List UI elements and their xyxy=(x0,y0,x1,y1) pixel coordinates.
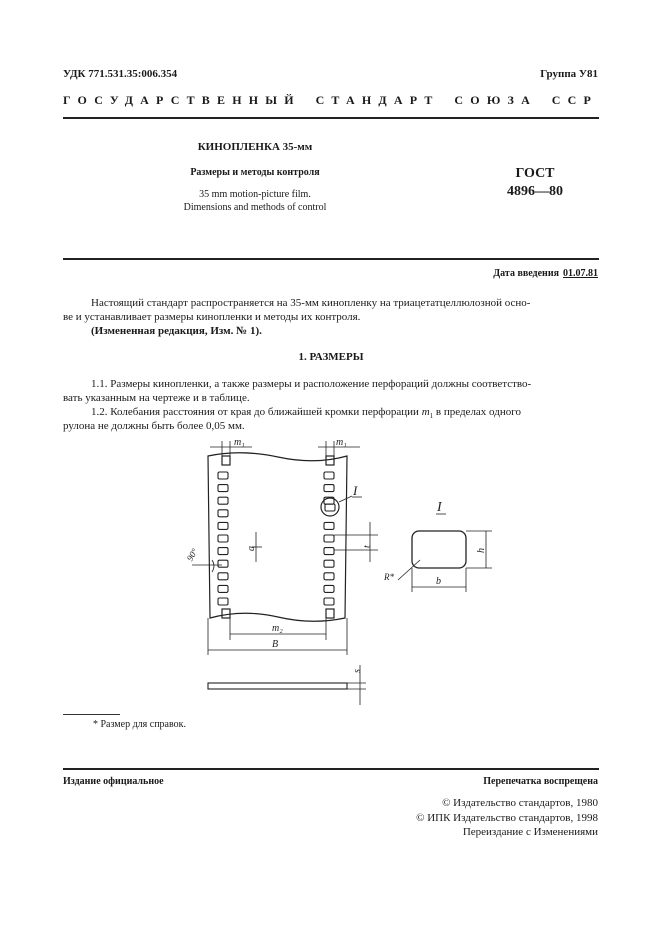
para1-line1: Настоящий стандарт распространяется на 35-мм кинопленку на триацетатцеллюлозной осно- xyxy=(91,297,531,309)
reissue-note: Переиздание с Изменениями xyxy=(462,826,598,838)
p12-text-b: в пределах одного xyxy=(435,406,521,418)
document-subtitle: Размеры и методы контроля xyxy=(190,167,320,178)
film-strip-outline xyxy=(208,453,347,622)
p11-line1: 1.1. Размеры кинопленки, а также размеры и расположение перфораций должны соответство- xyxy=(91,378,532,390)
para1-line2: ве и устанавливает размеры кинопленки и методы их контроля. xyxy=(63,311,361,323)
intro-date-label: Дата введения xyxy=(493,268,559,279)
perforation-left xyxy=(218,598,228,605)
perforation-left xyxy=(218,585,228,592)
perforation-right xyxy=(324,598,334,605)
english-title-line1: 35 mm motion-picture film. xyxy=(199,189,311,200)
label-I-main: I xyxy=(353,483,358,498)
film-profile xyxy=(208,683,347,689)
perforation-left xyxy=(218,573,228,580)
footnote-rule xyxy=(63,714,120,715)
copyright-1980: © Издательство стандартов, 1980 xyxy=(442,797,598,809)
label-h: h xyxy=(476,548,487,553)
para1-note: (Измененная редакция, Изм. № 1). xyxy=(91,325,262,337)
perforation-right xyxy=(324,548,334,555)
group-code: Группа У81 xyxy=(540,68,598,80)
perforation-right xyxy=(324,472,334,479)
perforation-left xyxy=(218,510,228,517)
angle-arc xyxy=(212,560,214,572)
perforation-left xyxy=(218,548,228,555)
label-m2: m₂ xyxy=(272,623,283,634)
document-title: КИНОПЛЕНКА 35-мм xyxy=(197,141,313,153)
english-title-line2: Dimensions and methods of control xyxy=(183,202,327,213)
copyright-1998: © ИПК Издательство стандартов, 1998 xyxy=(416,812,598,824)
r-leader xyxy=(398,560,420,580)
label-r: R* xyxy=(384,572,394,582)
perforation-right xyxy=(324,573,334,580)
bottom-notch-left xyxy=(222,609,230,618)
state-word-3: СОЮЗА xyxy=(454,93,537,107)
p11-line2: вать указанным на чертеже и в таблице. xyxy=(63,392,250,404)
p12-subscript: 1 xyxy=(429,412,434,421)
label-m1-right: m₁ xyxy=(336,437,347,448)
udk-code: УДК 771.531.35:006.354 xyxy=(63,68,178,80)
bottom-notch-right xyxy=(326,609,334,618)
label-b-width: B xyxy=(272,639,279,650)
perforation-right xyxy=(324,535,334,542)
perforation-detail-marked xyxy=(325,504,335,511)
perforation-left xyxy=(218,522,228,529)
state-word-4: ССР xyxy=(551,93,598,107)
perforation-left xyxy=(218,472,228,479)
intro-date-value: 01.07.81 xyxy=(563,268,598,279)
detail-leader xyxy=(339,496,352,502)
state-word-1: ГОСУДАРСТВЕННЫЙ xyxy=(63,93,301,107)
state-word-2: СТАНДАРТ xyxy=(315,93,440,107)
reprint-note: Перепечатка воспрещена xyxy=(483,776,598,787)
perforation-right xyxy=(324,522,334,529)
label-t: t xyxy=(362,545,373,548)
perforation-detail xyxy=(412,531,466,568)
top-notch-right xyxy=(326,456,334,465)
top-notch-left xyxy=(222,456,230,465)
footnote: * Размер для справок. xyxy=(93,719,186,730)
perforation-left xyxy=(218,485,228,492)
label-a: a xyxy=(246,546,257,551)
p12-symbol: m xyxy=(421,406,430,418)
gost-label: ГОСТ xyxy=(515,166,555,181)
gost-number: 4896—80 xyxy=(507,184,563,199)
p12-line2: рулона не должны быть более 0,05 мм. xyxy=(63,420,245,432)
perforation-right xyxy=(324,585,334,592)
footer-rule xyxy=(63,768,599,770)
edition-note: Издание официальное xyxy=(63,776,164,787)
perforation-left xyxy=(218,535,228,542)
label-b-detail: b xyxy=(436,576,441,587)
perforation-right xyxy=(324,485,334,492)
perforation-right xyxy=(324,560,334,567)
label-I-detail: I xyxy=(437,500,442,515)
label-s: s xyxy=(352,669,363,673)
perforation-left xyxy=(218,497,228,504)
section-title: 1. РАЗМЕРЫ xyxy=(298,351,364,363)
p12-text-a: 1.2. Колебания расстояния от края до ближайшей кромки перфорации xyxy=(91,406,419,418)
label-angle: 90° xyxy=(184,546,200,563)
perforation-left xyxy=(218,560,228,567)
label-m1-left: m₁ xyxy=(234,437,245,448)
